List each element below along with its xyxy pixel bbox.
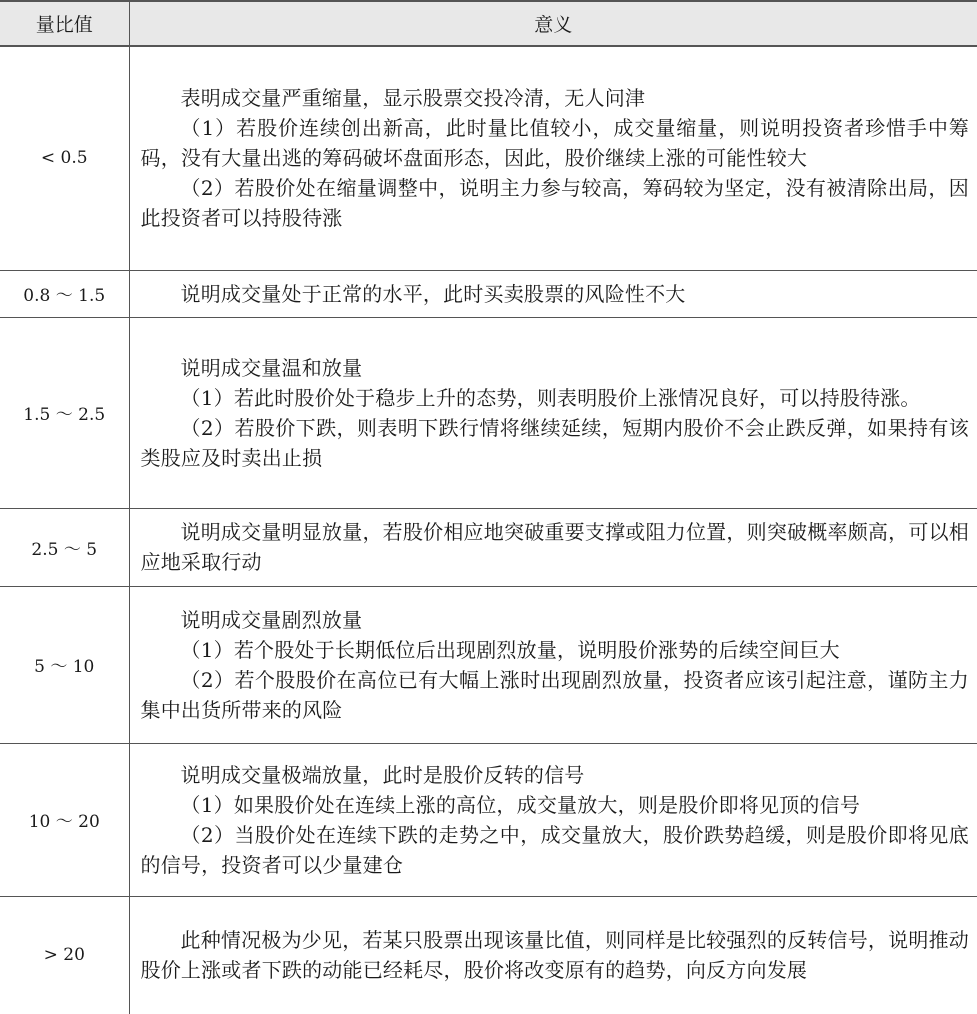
ratio-cell: 10 ～ 20 <box>0 743 129 896</box>
table-row <box>0 270 977 317</box>
meaning-paragraph: 说明成交量处于正常的水平，此时买卖股票的风险性不大 <box>180 281 686 306</box>
meaning-cell <box>129 586 977 743</box>
meaning-paragraph: （2）若股价处在缩量调整中，说明主力参与较高，筹码较为坚定，没有被清除出局，因此投资者可以持股待涨 <box>140 176 969 231</box>
header-row <box>0 1 977 46</box>
ratio-cell: 2.5 ～ 5 <box>0 508 129 586</box>
ratio-cell: 1.5 ～ 2.5 <box>0 317 129 508</box>
meaning-paragraph: 说明成交量剧烈放量 <box>180 607 363 632</box>
table-row <box>0 743 977 896</box>
meaning-paragraph: （2）当股价处在连续下跌的走势之中，成交量放大，股价跌势趋缓，则是股价即将见底的信号，投资者可以少量建仓 <box>140 822 969 877</box>
table-row <box>0 46 977 270</box>
meaning-paragraph: 说明成交量温和放量 <box>180 355 363 380</box>
meaning-cell <box>129 270 977 317</box>
meaning-paragraph: （2）若个股股价在高位已有大幅上涨时出现剧烈放量，投资者应该引起注意，谨防主力集中出货所带来的风险 <box>140 667 969 722</box>
meaning-paragraph: （1）若股价连续创出新高，此时量比值较小，成交量缩量，则说明投资者珍惜手中筹码，没有大量出逃的筹码破坏盘面形态，因此，股价继续上涨的可能性较大 <box>140 116 969 171</box>
header-ratio: 量比值 <box>0 1 129 46</box>
meaning-paragraph: 说明成交量明显放量，若股价相应地突破重要支撑或阻力位置，则突破概率颇高，可以相应地采取行动 <box>140 520 969 574</box>
meaning-cell <box>129 317 977 508</box>
ratio-cell: 5 ～ 10 <box>0 586 129 743</box>
table-header <box>0 1 977 46</box>
table-row <box>0 896 977 1014</box>
table-row <box>0 508 977 586</box>
meaning-paragraph: 表明成交量严重缩量，显示股票交投冷清，无人问津 <box>180 86 646 111</box>
meaning-paragraph: （1）若个股处于长期低位后出现剧烈放量，说明股价涨势的后续空间巨大 <box>180 637 840 662</box>
meaning-cell <box>129 46 977 270</box>
table-row <box>0 586 977 743</box>
meaning-cell <box>129 743 977 896</box>
meaning-paragraph: 说明成交量极端放量，此时是股价反转的信号 <box>180 762 585 787</box>
meaning-paragraph: （1）若此时股价处于稳步上升的态势，则表明股价上涨情况良好，可以持股待涨。 <box>180 385 921 410</box>
meaning-cell <box>129 508 977 586</box>
table-body <box>0 46 977 1014</box>
meaning-paragraph: （1）如果股价处在连续上涨的高位，成交量放大，则是股价即将见顶的信号 <box>180 792 861 817</box>
ratio-cell: > 20 <box>0 896 129 1014</box>
meaning-paragraph: 此种情况极为少见，若某只股票出现该量比值，则同样是比较强烈的反转信号，说明推动股价上涨或者下跌的动能已经耗尽，股价将改变原有的趋势，向反方向发展 <box>140 928 969 983</box>
meaning-paragraph: （2）若股价下跌，则表明下跌行情将继续延续，短期内股价不会止跌反弹，如果持有该类股应及时卖出止损 <box>140 415 969 470</box>
header-meaning: 意义 <box>129 1 977 46</box>
ratio-cell: 0.8 ～ 1.5 <box>0 270 129 317</box>
ratio-cell: < 0.5 <box>0 46 129 270</box>
meaning-cell <box>129 896 977 1014</box>
table-row <box>0 317 977 508</box>
